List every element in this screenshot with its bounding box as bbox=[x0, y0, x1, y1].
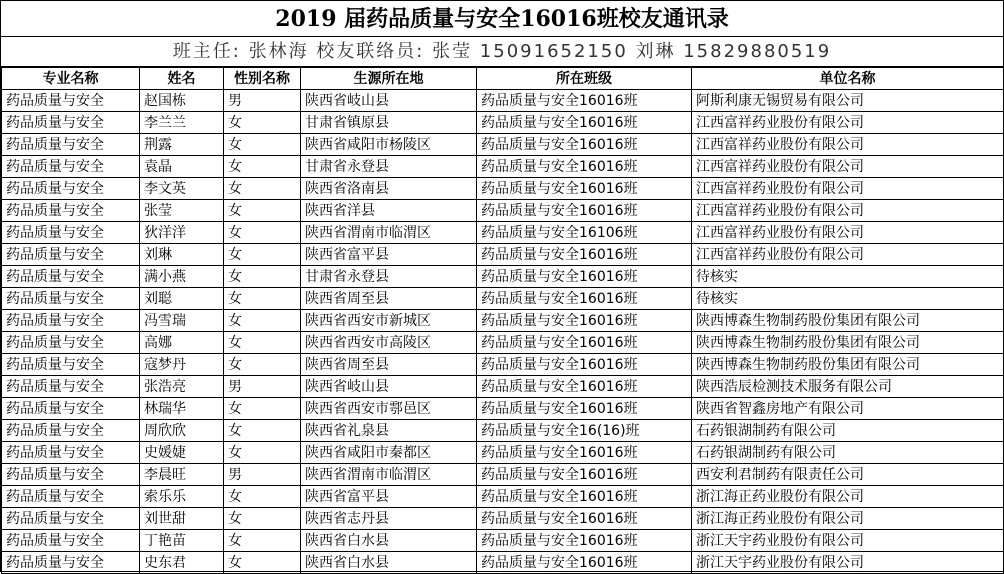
cell-employer[interactable]: 待核实 bbox=[692, 288, 1004, 310]
cell-gender[interactable]: 女 bbox=[224, 178, 301, 200]
cell-origin[interactable]: 陕西省富平县 bbox=[301, 486, 477, 508]
cell-origin[interactable]: 陕西省西安市新城区 bbox=[301, 310, 477, 332]
cell-employer[interactable]: 陕西博森生物制药股份集团有限公司 bbox=[692, 332, 1004, 354]
cell-name[interactable]: 李文英 bbox=[140, 178, 224, 200]
cell-major[interactable]: 药品质量与安全 bbox=[2, 464, 140, 486]
cell-major[interactable]: 药品质量与安全 bbox=[2, 112, 140, 134]
cell-origin[interactable]: 陕西省咸阳市秦都区 bbox=[301, 442, 477, 464]
cell-gender[interactable]: 女 bbox=[224, 310, 301, 332]
cell-employer[interactable]: 陕西博森生物制药股份集团有限公司 bbox=[692, 354, 1004, 376]
table-row bbox=[2, 266, 1004, 288]
header-origin[interactable]: 生源所在地 bbox=[301, 68, 477, 90]
cell-major[interactable]: 药品质量与安全 bbox=[2, 90, 140, 112]
cell-origin[interactable]: 陕西省白水县 bbox=[301, 530, 477, 552]
cell-name[interactable]: 刘聪 bbox=[140, 288, 224, 310]
cell-class[interactable]: 药品质量与安全16016班 bbox=[477, 398, 692, 420]
cell-major[interactable]: 药品质量与安全 bbox=[2, 134, 140, 156]
table-row bbox=[2, 222, 1004, 244]
header-gender[interactable]: 性别名称 bbox=[224, 68, 301, 90]
cell-gender[interactable]: 女 bbox=[224, 332, 301, 354]
cell-employer[interactable]: 浙江海正药业股份有限公司 bbox=[692, 508, 1004, 530]
cell-name[interactable]: 满小燕 bbox=[140, 266, 224, 288]
cell-name[interactable]: 高娜 bbox=[140, 332, 224, 354]
cell-gender[interactable]: 男 bbox=[224, 376, 301, 398]
cell-name[interactable]: 李兰兰 bbox=[140, 112, 224, 134]
cell-class[interactable]: 药品质量与安全16016班 bbox=[477, 332, 692, 354]
cell-gender[interactable]: 女 bbox=[224, 200, 301, 222]
cell-origin[interactable]: 陕西省礼泉县 bbox=[301, 420, 477, 442]
cell-class[interactable]: 药品质量与安全16016班 bbox=[477, 134, 692, 156]
cell-name[interactable]: 史东君 bbox=[140, 552, 224, 574]
cell-origin[interactable]: 陕西省白水县 bbox=[301, 552, 477, 574]
cell-major[interactable]: 药品质量与安全 bbox=[2, 288, 140, 310]
cell-class[interactable]: 药品质量与安全16016班 bbox=[477, 244, 692, 266]
cell-name[interactable]: 冯雪瑞 bbox=[140, 310, 224, 332]
cell-name[interactable]: 张莹 bbox=[140, 200, 224, 222]
cell-employer[interactable]: 陕西省智鑫房地产有限公司 bbox=[692, 398, 1004, 420]
cell-name[interactable]: 李晨旺 bbox=[140, 464, 224, 486]
cell-employer[interactable]: 浙江天宇药业股份有限公司 bbox=[692, 552, 1004, 574]
cell-gender[interactable]: 女 bbox=[224, 134, 301, 156]
cell-gender[interactable]: 男 bbox=[224, 464, 301, 486]
cell-name[interactable]: 刘琳 bbox=[140, 244, 224, 266]
cell-origin[interactable]: 陕西省周至县 bbox=[301, 354, 477, 376]
cell-origin[interactable]: 陕西省渭南市临渭区 bbox=[301, 222, 477, 244]
table-row bbox=[2, 464, 1004, 486]
header-name[interactable]: 姓名 bbox=[140, 68, 224, 90]
table-row bbox=[2, 398, 1004, 420]
cell-employer[interactable]: 江西富祥药业股份有限公司 bbox=[692, 156, 1004, 178]
table-row bbox=[2, 376, 1004, 398]
header-major[interactable]: 专业名称 bbox=[2, 68, 140, 90]
cell-class[interactable]: 药品质量与安全16016班 bbox=[477, 530, 692, 552]
cell-major[interactable]: 药品质量与安全 bbox=[2, 376, 140, 398]
cell-origin[interactable]: 甘肃省永登县 bbox=[301, 266, 477, 288]
table-row bbox=[2, 134, 1004, 156]
table-row bbox=[2, 420, 1004, 442]
cell-employer[interactable]: 石药银湖制药有限公司 bbox=[692, 442, 1004, 464]
cell-major[interactable]: 药品质量与安全 bbox=[2, 178, 140, 200]
cell-origin[interactable]: 陕西省志丹县 bbox=[301, 508, 477, 530]
cell-origin[interactable]: 陕西省洋县 bbox=[301, 200, 477, 222]
cell-origin[interactable]: 陕西省渭南市临渭区 bbox=[301, 464, 477, 486]
cell-origin[interactable]: 陕西省西安市鄠邑区 bbox=[301, 398, 477, 420]
cell-gender[interactable]: 女 bbox=[224, 222, 301, 244]
cell-gender[interactable]: 女 bbox=[224, 420, 301, 442]
cell-class[interactable]: 药品质量与安全16016班 bbox=[477, 112, 692, 134]
cell-gender[interactable]: 女 bbox=[224, 244, 301, 266]
cell-name[interactable]: 林瑞华 bbox=[140, 398, 224, 420]
table-row bbox=[2, 112, 1004, 134]
cell-class[interactable]: 药品质量与安全16016班 bbox=[477, 376, 692, 398]
cell-gender[interactable]: 女 bbox=[224, 156, 301, 178]
cell-gender[interactable]: 女 bbox=[224, 486, 301, 508]
table-row bbox=[2, 332, 1004, 354]
cell-employer[interactable]: 西安利君制药有限责任公司 bbox=[692, 464, 1004, 486]
cell-class[interactable]: 药品质量与安全16(16)班 bbox=[477, 420, 692, 442]
contacts-subtitle: 班主任: 张林海 校友联络员: 张莹 15091652150 刘琳 15829880519 bbox=[1, 37, 1003, 67]
cell-origin[interactable]: 陕西省西安市高陵区 bbox=[301, 332, 477, 354]
cell-gender[interactable]: 女 bbox=[224, 442, 301, 464]
cell-gender[interactable]: 男 bbox=[224, 90, 301, 112]
cell-class[interactable]: 药品质量与安全16016班 bbox=[477, 442, 692, 464]
cell-gender[interactable]: 女 bbox=[224, 112, 301, 134]
cell-origin[interactable]: 陕西省岐山县 bbox=[301, 90, 477, 112]
cell-name[interactable]: 赵国栋 bbox=[140, 90, 224, 112]
cell-major[interactable]: 药品质量与安全 bbox=[2, 244, 140, 266]
cell-gender[interactable]: 女 bbox=[224, 354, 301, 376]
cell-origin[interactable]: 陕西省咸阳市杨陵区 bbox=[301, 134, 477, 156]
cell-major[interactable]: 药品质量与安全 bbox=[2, 332, 140, 354]
cell-class[interactable]: 药品质量与安全16106班 bbox=[477, 222, 692, 244]
cell-employer[interactable]: 石药银湖制药有限公司 bbox=[692, 420, 1004, 442]
cell-name[interactable]: 狄洋洋 bbox=[140, 222, 224, 244]
cell-major[interactable]: 药品质量与安全 bbox=[2, 266, 140, 288]
cell-gender[interactable]: 女 bbox=[224, 508, 301, 530]
cell-origin[interactable]: 甘肃省永登县 bbox=[301, 156, 477, 178]
cell-employer[interactable]: 江西富祥药业股份有限公司 bbox=[692, 178, 1004, 200]
cell-major[interactable]: 药品质量与安全 bbox=[2, 310, 140, 332]
table-row bbox=[2, 90, 1004, 112]
cell-major[interactable]: 药品质量与安全 bbox=[2, 420, 140, 442]
cell-major[interactable]: 药品质量与安全 bbox=[2, 508, 140, 530]
cell-gender[interactable]: 女 bbox=[224, 530, 301, 552]
page-title: 2019 届药品质量与安全16016班校友通讯录 bbox=[1, 1, 1003, 37]
cell-class[interactable]: 药品质量与安全16016班 bbox=[477, 508, 692, 530]
table-row bbox=[2, 178, 1004, 200]
cell-gender[interactable]: 女 bbox=[224, 398, 301, 420]
table-row bbox=[2, 156, 1004, 178]
cell-origin[interactable]: 甘肃省镇原县 bbox=[301, 112, 477, 134]
cell-employer[interactable]: 阿斯利康无锡贸易有限公司 bbox=[692, 90, 1004, 112]
table-row bbox=[2, 288, 1004, 310]
table-row bbox=[2, 244, 1004, 266]
cell-origin[interactable]: 陕西省洛南县 bbox=[301, 178, 477, 200]
cell-employer[interactable]: 江西富祥药业股份有限公司 bbox=[692, 134, 1004, 156]
cell-employer[interactable]: 江西富祥药业股份有限公司 bbox=[692, 112, 1004, 134]
cell-class[interactable]: 药品质量与安全16016班 bbox=[477, 156, 692, 178]
alumni-table bbox=[1, 67, 1004, 574]
table-row bbox=[2, 486, 1004, 508]
cell-major[interactable]: 药品质量与安全 bbox=[2, 398, 140, 420]
table-row bbox=[2, 354, 1004, 376]
cell-major[interactable]: 药品质量与安全 bbox=[2, 442, 140, 464]
cell-origin[interactable]: 陕西省岐山县 bbox=[301, 376, 477, 398]
cell-name[interactable]: 荆露 bbox=[140, 134, 224, 156]
cell-class[interactable]: 药品质量与安全16016班 bbox=[477, 266, 692, 288]
cell-employer[interactable]: 江西富祥药业股份有限公司 bbox=[692, 244, 1004, 266]
cell-class[interactable]: 药品质量与安全16016班 bbox=[477, 200, 692, 222]
table-row bbox=[2, 310, 1004, 332]
cell-name[interactable]: 刘世甜 bbox=[140, 508, 224, 530]
table-row bbox=[2, 200, 1004, 222]
cell-employer[interactable]: 浙江天宇药业股份有限公司 bbox=[692, 530, 1004, 552]
cell-name[interactable]: 寇梦丹 bbox=[140, 354, 224, 376]
cell-origin[interactable]: 陕西省周至县 bbox=[301, 288, 477, 310]
cell-employer[interactable]: 江西富祥药业股份有限公司 bbox=[692, 200, 1004, 222]
cell-major[interactable]: 药品质量与安全 bbox=[2, 156, 140, 178]
cell-class[interactable]: 药品质量与安全16016班 bbox=[477, 310, 692, 332]
table-row bbox=[2, 552, 1004, 574]
cell-origin[interactable]: 陕西省富平县 bbox=[301, 244, 477, 266]
cell-major[interactable]: 药品质量与安全 bbox=[2, 552, 140, 574]
cell-major[interactable]: 药品质量与安全 bbox=[2, 354, 140, 376]
cell-name[interactable]: 索乐乐 bbox=[140, 486, 224, 508]
cell-major[interactable]: 药品质量与安全 bbox=[2, 222, 140, 244]
cell-employer[interactable]: 待核实 bbox=[692, 266, 1004, 288]
header-class[interactable]: 所在班级 bbox=[477, 68, 692, 90]
cell-major[interactable]: 药品质量与安全 bbox=[2, 530, 140, 552]
cell-name[interactable]: 张浩亮 bbox=[140, 376, 224, 398]
cell-employer[interactable]: 江西富祥药业股份有限公司 bbox=[692, 222, 1004, 244]
table-row bbox=[2, 442, 1004, 464]
cell-employer[interactable]: 陕西博森生物制药股份集团有限公司 bbox=[692, 310, 1004, 332]
cell-name[interactable]: 史媛婕 bbox=[140, 442, 224, 464]
header-employer[interactable]: 单位名称 bbox=[692, 68, 1004, 90]
cell-class[interactable]: 药品质量与安全16016班 bbox=[477, 178, 692, 200]
header-row bbox=[2, 68, 1004, 90]
cell-name[interactable]: 周欣欣 bbox=[140, 420, 224, 442]
cell-class[interactable]: 药品质量与安全16016班 bbox=[477, 90, 692, 112]
cell-name[interactable]: 丁艳苗 bbox=[140, 530, 224, 552]
cell-major[interactable]: 药品质量与安全 bbox=[2, 200, 140, 222]
cell-gender[interactable]: 女 bbox=[224, 288, 301, 310]
cell-major[interactable]: 药品质量与安全 bbox=[2, 486, 140, 508]
cell-class[interactable]: 药品质量与安全16016班 bbox=[477, 552, 692, 574]
cell-class[interactable]: 药品质量与安全16016班 bbox=[477, 354, 692, 376]
cell-class[interactable]: 药品质量与安全16016班 bbox=[477, 288, 692, 310]
cell-name[interactable]: 袁晶 bbox=[140, 156, 224, 178]
cell-employer[interactable]: 陕西浩辰检测技术服务有限公司 bbox=[692, 376, 1004, 398]
cell-gender[interactable]: 女 bbox=[224, 266, 301, 288]
cell-employer[interactable]: 浙江海正药业股份有限公司 bbox=[692, 486, 1004, 508]
table-row bbox=[2, 508, 1004, 530]
table-row bbox=[2, 530, 1004, 552]
cell-gender[interactable]: 女 bbox=[224, 552, 301, 574]
cell-class[interactable]: 药品质量与安全16016班 bbox=[477, 464, 692, 486]
cell-class[interactable]: 药品质量与安全16016班 bbox=[477, 486, 692, 508]
